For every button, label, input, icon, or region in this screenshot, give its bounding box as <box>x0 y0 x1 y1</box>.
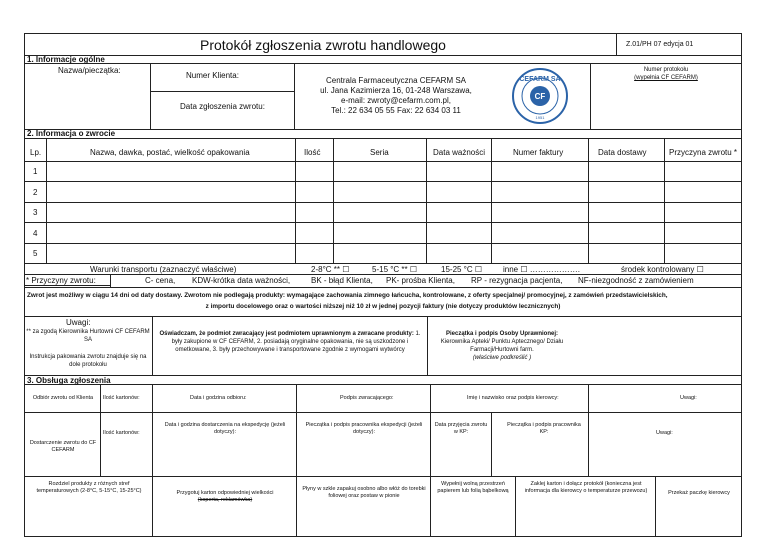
row-number: 4 <box>33 229 38 238</box>
col-delivery: Data dostawy <box>598 148 647 157</box>
row-number: 3 <box>33 208 38 217</box>
reason-bk: BK - błąd Klienta, <box>311 276 373 285</box>
instruction-separate-zones: Rozdziel produkty z różnych stref temperaturowych (2-8°C, 5-15°C, 15-25°C) <box>36 481 142 494</box>
row-number: 2 <box>33 188 38 197</box>
delivery-boxes-label: Ilość kartonów: <box>103 430 140 436</box>
col-lp: Lp. <box>30 148 42 157</box>
reason-c: C- cena, <box>145 276 176 285</box>
transport-opt-15-25[interactable]: 15-25 °C ☐ <box>441 265 483 274</box>
transport-opt-controlled[interactable]: środek kontrolowany ☐ <box>621 265 704 274</box>
col-expiry: Data ważności <box>433 148 486 157</box>
logo-center: CF <box>534 92 546 101</box>
reason-kdw: KDW-krótka data ważności, <box>192 276 291 285</box>
reason-pk: PK- prośba Klienta, <box>386 276 455 285</box>
company-address <box>300 76 492 116</box>
remarks-label: Uwagi: <box>66 318 91 327</box>
row-number: 5 <box>33 249 38 258</box>
transport-opt-5-15[interactable]: 5-15 °C ** ☐ <box>372 265 418 274</box>
instruction-glass-liquids: Płyny w szkle zapakuj osobno albo włóż do torebki foliowej oraz postaw w pionie <box>302 486 426 499</box>
logo-year: 1951 <box>535 115 545 120</box>
company-phone: Tel.: 22 634 05 55 Fax: 22 634 03 11 <box>331 106 461 115</box>
driver-name-label: Imię i nazwisko oraz podpis kierowcy: <box>467 395 559 401</box>
instruction-box-size-text: Przygotuj karton odpowiedniej wielkości <box>176 490 274 496</box>
declaration-lead: Oświadczam, że podmiot zwracający jest podmiotem uprawnionym a <box>159 331 356 337</box>
instruction-seal-box: Zaklej karton i dołącz protokół (konieczna jest informacja dla kierowcy o temperaturze przewozu) <box>524 481 648 494</box>
logo-text: CEFARM SA <box>519 76 561 83</box>
transport-opt-other[interactable]: inne ☐ ………………. <box>503 265 580 274</box>
section3-heading: 3. Obsługa zgłoszenia <box>27 376 111 385</box>
client-number-label: Numer Klienta: <box>186 71 239 80</box>
transport-conditions-label: Warunki transportu (zaznaczyć właściwe) <box>90 265 237 274</box>
forwarding-datetime-label: Data i godzina dostarczenia na ekspedycję (jeżeli dotyczy): <box>164 422 286 435</box>
company-email: e-mail: zwroty@cefarm.com.pl, <box>341 96 451 105</box>
reasons-label: * Przyczyny zwrotu: <box>26 276 96 285</box>
reasons-underline <box>24 285 110 286</box>
delivery-remarks-label: Uwagi: <box>656 430 673 436</box>
pickup-datetime-label: Data i godzina odbioru: <box>190 395 247 401</box>
protocol-number-box <box>596 66 736 82</box>
pickup-boxes-label: Ilość kartonów: <box>103 395 140 401</box>
instruction-box-size-exclusions: (koperta, reklamówka) <box>197 497 253 503</box>
authorized-stamp-title: Pieczątka i podpis Osoby Uprawnionej: <box>445 331 559 337</box>
form-title: Protokół zgłoszenia zwrotu handlowego <box>200 37 446 53</box>
authorized-stamp-hint: (właściwe podkreślić ) <box>472 355 532 361</box>
section2-heading: 2. Informacja o zwrocie <box>27 129 116 138</box>
protocol-fill-note: (wypełnia CF CEFARM) <box>634 75 698 81</box>
transport-opt-2-8[interactable]: 2-8°C ** ☐ <box>311 265 350 274</box>
col-name: Nazwa, dawka, postać, wielkość opakowania <box>90 148 250 157</box>
form-code: Z.01/PH 07 edycja 01 <box>626 41 694 48</box>
declaration-lead-2: zwracane produkty: <box>357 331 414 337</box>
hq-consent-note: ** za zgodą Kierownika Hurtowni CF CEFARM SA <box>26 329 150 343</box>
pickup-label: Odbiór zwrotu od Klienta <box>32 395 94 401</box>
kp-date-label: Data przyjęcia zwrotu w KP: <box>434 422 488 435</box>
name-stamp-label: Nazwa/pieczątka: <box>58 66 121 75</box>
authorized-stamp <box>432 330 572 362</box>
col-qty: Ilość <box>304 148 321 157</box>
kp-stamp-label: Pieczątka i podpis pracownika KP: <box>507 422 581 435</box>
col-reason: Przyczyna zwrotu * <box>669 148 738 157</box>
declaration <box>158 330 422 354</box>
pickup-remarks-label: Uwagi: <box>680 395 697 401</box>
protocol-number-label: Numer protokołu <box>643 67 689 73</box>
return-date-label: Data zgłoszenia zwrotu: <box>180 102 265 111</box>
cefarm-logo <box>510 67 570 125</box>
returner-signature-label: Podpis zwracającego: <box>340 395 394 401</box>
section1-heading: 1. Informacje ogólne <box>27 55 105 64</box>
instruction-handover: Przekaż paczkę kierowcy <box>668 490 730 496</box>
return-policy-notice-2: z importu docelowego oraz o wartości niższej niż 10 zł w jednej pozycji faktury (nie dotyczy produktów lecznicznych) <box>205 303 561 310</box>
row-number: 1 <box>33 167 38 176</box>
declaration-text: 1. były zakupione w CF CEFARM, 2. posiadają oryginalne opakowania, nie są uszkodzone i ometkowane, 3. były przechowywane i transportowane zgodnie z wymogami wytwórcy <box>171 331 421 353</box>
company-street: ul. Jana Kazimierza 16, 01-248 Warszawa, <box>320 86 472 95</box>
authorized-stamp-roles: Kierownika Apteki/ Punktu Aptecznego/ Działu Farmacji/Hurtowni farm. <box>440 339 564 353</box>
delivery-label: Dostarczenie zwrotu do CF CEFARM <box>29 440 97 453</box>
reason-nf: NF-niezgodność z zamówieniem <box>578 276 694 285</box>
return-policy-notice-1: Zwrot jest możliwy w ciągu 14 dni od daty dostawy. Zwrotom nie podlegają produkty: wymagające zachowania zimnego łańcucha, kontrolowane, z oferty specjalnej/ promocyjnej, z zamówień przedstawicielskich, <box>27 292 668 299</box>
col-series: Seria <box>370 148 389 157</box>
reason-rp: RP - rezygnacja pacjenta, <box>471 276 563 285</box>
company-name: Centrala Farmaceutyczna CEFARM SA <box>325 76 467 85</box>
instruction-box-size <box>156 490 294 504</box>
instruction-fill-space: Wypełnij wolną przestrzeń papierem lub folią bąbelkową <box>437 481 509 494</box>
forwarding-stamp-label: Pieczątka i podpis pracownika ekspedycji (jeżeli dotyczy): <box>305 422 423 435</box>
col-invoice: Numer faktury <box>513 148 564 157</box>
packing-instruction-note: Instrukcja pakowania zwrotu znajduje się na dole protokołu <box>29 354 147 368</box>
